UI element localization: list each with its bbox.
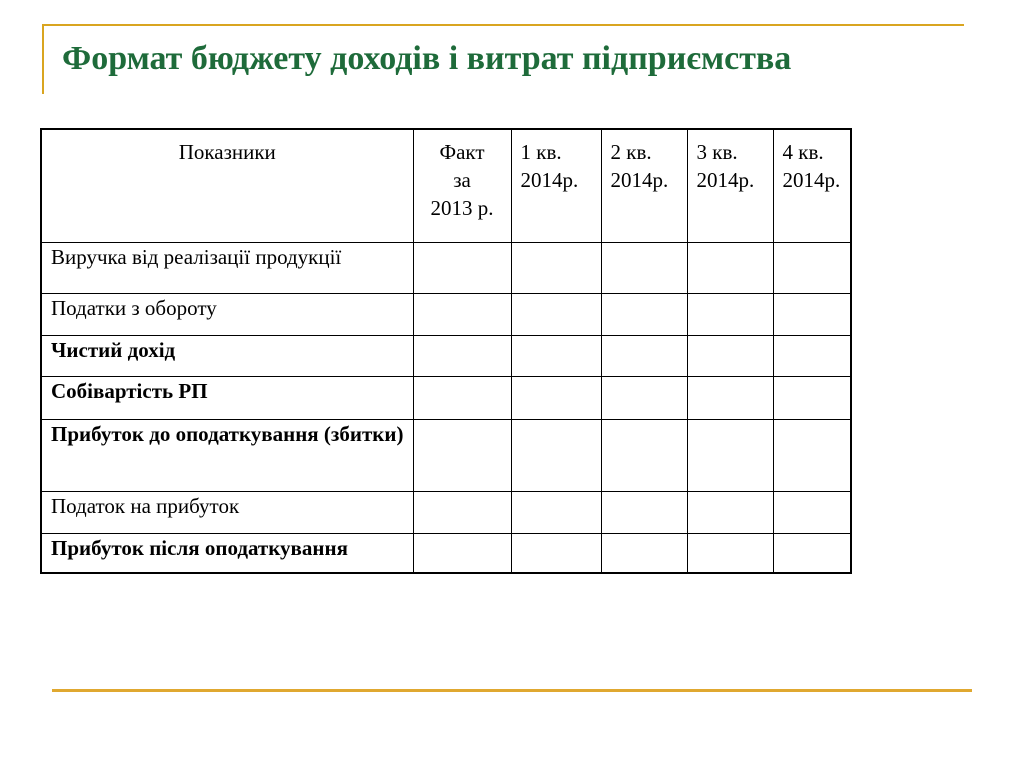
cell-q1 xyxy=(511,533,601,573)
cell-q2 xyxy=(601,335,687,376)
cell-q3 xyxy=(687,335,773,376)
cell-fact xyxy=(413,242,511,293)
row-label: Прибуток до оподаткування (збитки) xyxy=(41,419,413,491)
budget-table xyxy=(40,128,852,574)
table-row-profit-after-tax xyxy=(41,533,851,573)
header-q1-2014: 1 кв. 2014р. xyxy=(511,129,601,242)
cell-q4 xyxy=(773,242,851,293)
table-row-cost xyxy=(41,376,851,419)
cell-q4 xyxy=(773,335,851,376)
cell-q2 xyxy=(601,419,687,491)
cell-q1 xyxy=(511,242,601,293)
cell-fact xyxy=(413,419,511,491)
header-fact-2013: Факт за 2013 р. xyxy=(413,129,511,242)
cell-q2 xyxy=(601,242,687,293)
cell-q3 xyxy=(687,419,773,491)
row-label: Податок на прибуток xyxy=(41,491,413,533)
cell-q2 xyxy=(601,376,687,419)
cell-q4 xyxy=(773,419,851,491)
cell-q4 xyxy=(773,533,851,573)
cell-q1 xyxy=(511,491,601,533)
row-label: Собівартість РП xyxy=(41,376,413,419)
row-label: Прибуток після оподаткування xyxy=(41,533,413,573)
slide-title: Формат бюджету доходів і витрат підприємства xyxy=(62,40,792,77)
cell-fact xyxy=(413,533,511,573)
table-row-revenue xyxy=(41,242,851,293)
cell-q1 xyxy=(511,293,601,335)
cell-q4 xyxy=(773,376,851,419)
cell-q3 xyxy=(687,491,773,533)
header-q4-2014: 4 кв. 2014р. xyxy=(773,129,851,242)
row-label: Податки з обороту xyxy=(41,293,413,335)
cell-q1 xyxy=(511,419,601,491)
cell-q2 xyxy=(601,491,687,533)
cell-q3 xyxy=(687,376,773,419)
table-row-profit-before-tax xyxy=(41,419,851,491)
table-row-turnover-taxes xyxy=(41,293,851,335)
cell-q4 xyxy=(773,293,851,335)
table-header-row xyxy=(41,129,851,242)
cell-fact xyxy=(413,376,511,419)
table-row-income-tax xyxy=(41,491,851,533)
cell-q4 xyxy=(773,491,851,533)
row-label: Чистий дохід xyxy=(41,335,413,376)
cell-q3 xyxy=(687,242,773,293)
cell-q3 xyxy=(687,533,773,573)
side-decorative-rule xyxy=(42,24,44,94)
header-indicators: Показники xyxy=(41,129,413,242)
cell-q1 xyxy=(511,335,601,376)
cell-q2 xyxy=(601,293,687,335)
row-label: Виручка від реалізації продукції xyxy=(41,242,413,293)
cell-q2 xyxy=(601,533,687,573)
header-q3-2014: 3 кв. 2014р. xyxy=(687,129,773,242)
cell-q3 xyxy=(687,293,773,335)
table-row-net-income xyxy=(41,335,851,376)
cell-fact xyxy=(413,491,511,533)
cell-q1 xyxy=(511,376,601,419)
cell-fact xyxy=(413,293,511,335)
top-decorative-rule xyxy=(42,24,964,26)
header-q2-2014: 2 кв. 2014р. xyxy=(601,129,687,242)
bottom-decorative-rule xyxy=(52,689,972,692)
cell-fact xyxy=(413,335,511,376)
